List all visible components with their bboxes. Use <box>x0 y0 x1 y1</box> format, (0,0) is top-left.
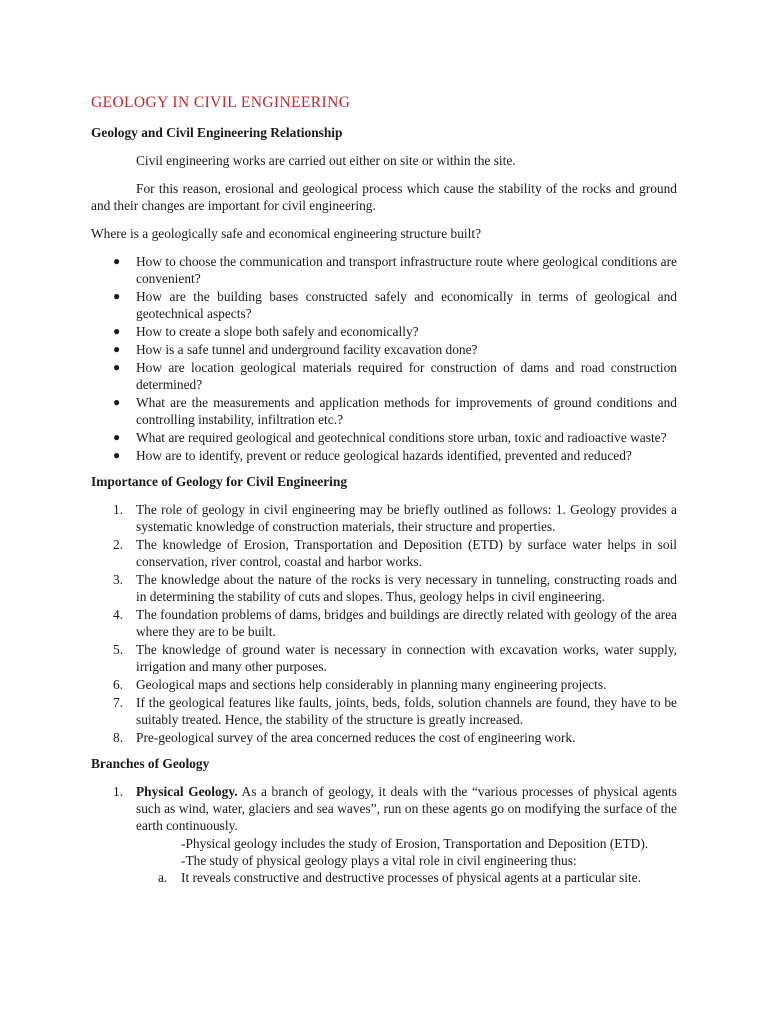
note-text: -The study of physical geology plays a vital role in civil engineering thus: <box>181 853 577 868</box>
bullet-icon: ● <box>113 360 121 374</box>
sub-list-item: a. It reveals constructive and destructive processes of physical agents at a particular site. <box>158 870 641 885</box>
list-item: ● What are required geological and geotechnical conditions store urban, toxic and radioactive waste? <box>113 430 667 445</box>
bullet-icon: ● <box>113 342 121 356</box>
bullet-list <box>91 253 677 464</box>
document-body <box>91 94 677 886</box>
section-heading-relationship: Geology and Civil Engineering Relationship <box>91 125 343 140</box>
list-item: ● How to create a slope both safely and economically? <box>113 324 419 339</box>
list-item: 3. The knowledge about the nature of the rocks is very necessary in tunneling, constructing roads and in determining the stability of cuts and slopes. Thus, geology helps in civil engineering. <box>113 572 677 604</box>
list-item: 8. Pre-geological survey of the area concerned reduces the cost of engineering work. <box>113 730 576 745</box>
bullet-icon: ● <box>113 430 121 444</box>
note-text: -Physical geology includes the study of Erosion, Transportation and Deposition (ETD). <box>181 836 649 851</box>
section-heading-importance: Importance of Geology for Civil Engineering <box>91 474 348 489</box>
list-item: 4. The foundation problems of dams, bridges and buildings are directly related with geology of the area where they are to be built. <box>113 607 677 639</box>
list-item: ● How are the building bases constructed safely and economically in terms of geological and geotechnical aspects? <box>113 289 677 321</box>
document-title: GEOLOGY IN CIVIL ENGINEERING <box>91 94 351 111</box>
question-text: Where is a geologically safe and economical engineering structure built? <box>91 226 482 241</box>
list-item: ● What are the measurements and application methods for improvements of ground conditions and controlling instability, infiltration etc.? <box>113 395 677 427</box>
list-item: 6. Geological maps and sections help considerably in planning many engineering projects. <box>113 677 607 692</box>
bullet-icon: ● <box>113 289 121 303</box>
bullet-icon: ● <box>113 254 121 268</box>
bullet-icon: ● <box>113 395 121 409</box>
bullet-icon: ● <box>113 324 121 338</box>
list-item: 1. Physical Geology. As a branch of geology, it deals with the “various processes of physical agents such as wind, water, glaciers and sea waves”, run on these agents go on modifying the surface of the earth continuously. <box>113 784 677 833</box>
paragraph: Civil engineering works are carried out either on site or within the site. <box>136 153 516 168</box>
list-item: 5. The knowledge of ground water is necessary in connection with excavation works, water supply, irrigation and many other purposes. <box>113 642 677 674</box>
list-item: ● How are location geological materials required for construction of dams and road construction determined? <box>113 360 677 392</box>
bullet-icon: ● <box>113 448 121 462</box>
list-item: ● How to choose the communication and transport infrastructure route where geological conditions are convenient? <box>113 254 677 286</box>
list-item: ● How are to identify, prevent or reduce geological hazards identified, prevented and reduced? <box>113 448 632 463</box>
list-item: 1. The role of geology in civil engineering may be briefly outlined as follows: 1. Geology provides a systematic knowledge of construction materials, their structure and properties. <box>113 502 677 534</box>
numbered-list <box>91 783 677 834</box>
term-label: Physical Geology. <box>136 784 238 799</box>
list-item: 7. If the geological features like faults, joints, beds, folds, solution channels are found, they have to be suitably treated. Hence, the stability of the structure is greatly increased. <box>113 695 677 727</box>
list-item: 2. The knowledge of Erosion, Transportation and Deposition (ETD) by surface water helps in soil conservation, river control, coastal and harbor works. <box>113 537 677 569</box>
section-heading-branches: Branches of Geology <box>91 756 210 771</box>
numbered-list <box>91 501 677 746</box>
paragraph: For this reason, erosional and geological process which cause the stability of the rocks and ground and their changes are important for civil engineering. <box>91 181 677 213</box>
list-item: ● How is a safe tunnel and underground facility excavation done? <box>113 342 478 357</box>
